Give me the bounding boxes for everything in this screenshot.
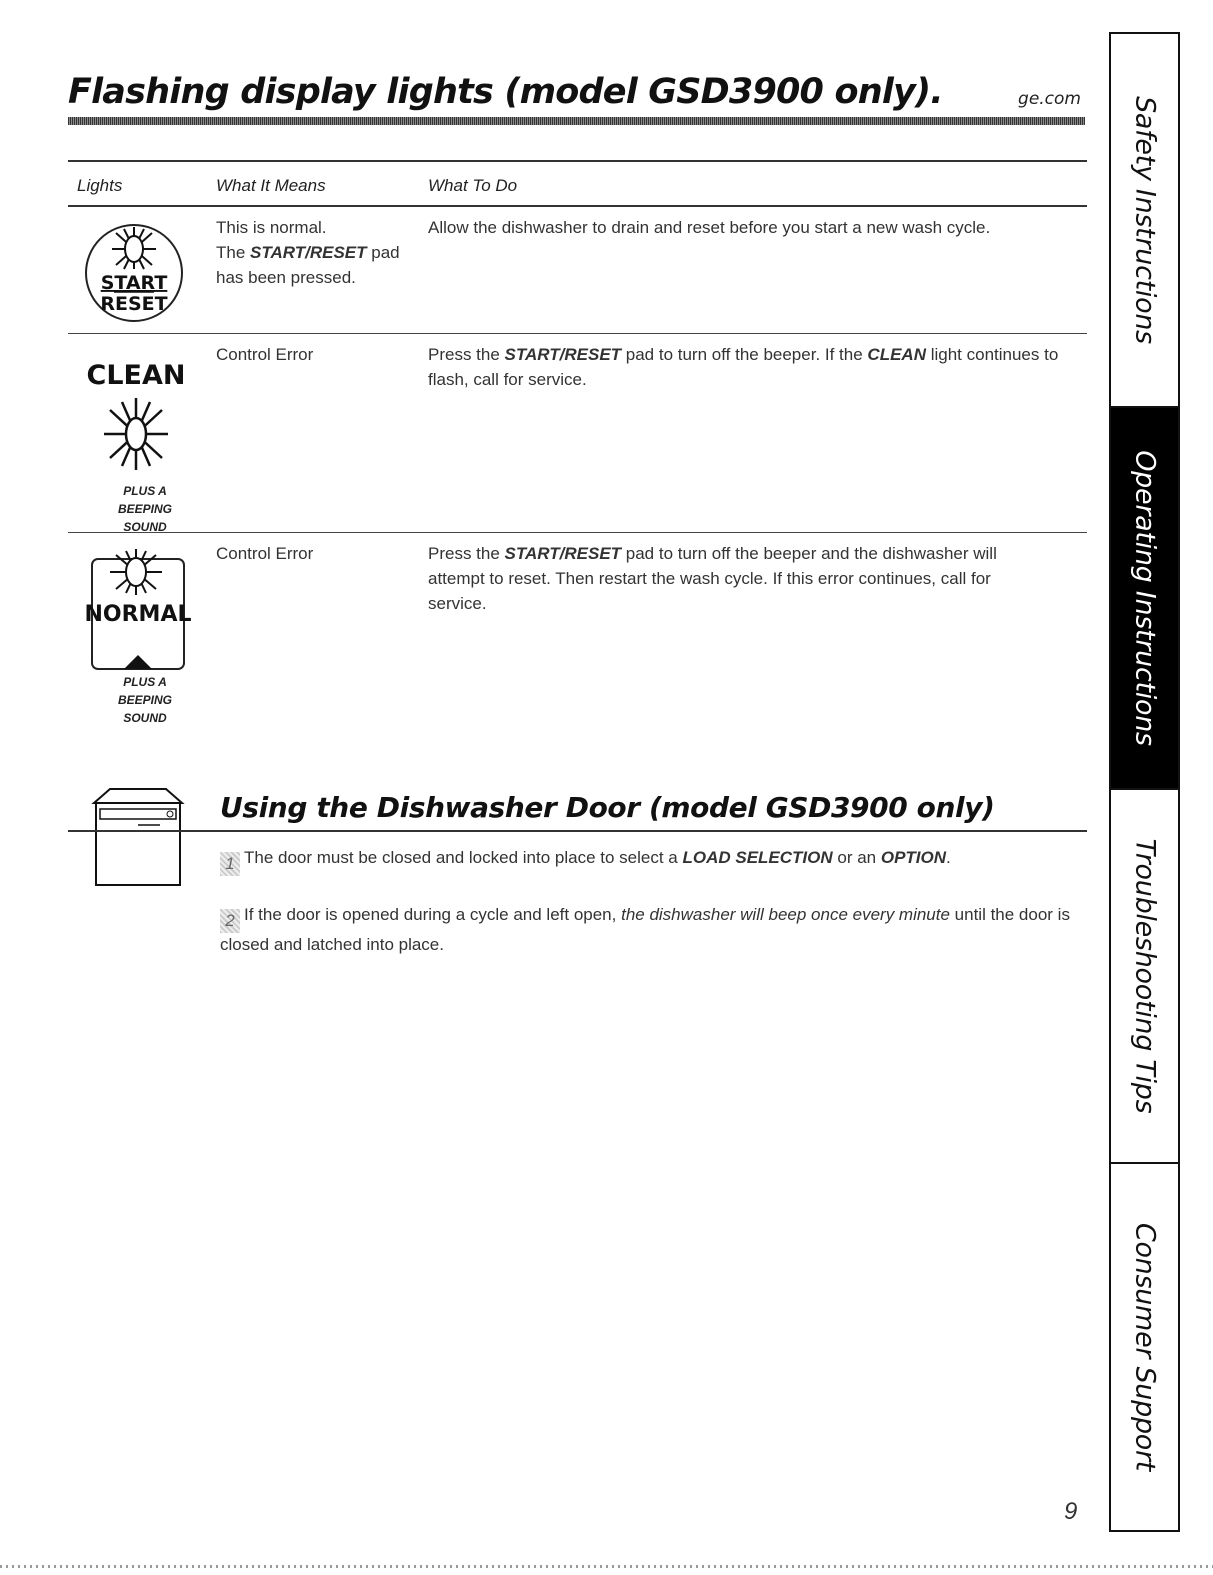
start-reset-term: START/RESET	[250, 243, 367, 262]
action-text: Allow the dishwasher to drain and reset before you start a new wash cycle.	[428, 218, 991, 237]
reset-label: RESET	[100, 293, 168, 315]
step-number-badge: 1	[220, 852, 240, 876]
clean-label: CLEAN	[86, 360, 186, 391]
table-header	[68, 160, 1087, 207]
column-header-means: What It Means	[216, 176, 326, 195]
flashing-lights-table	[68, 160, 1087, 763]
action-text-part: Press the	[428, 544, 505, 563]
meaning-line	[216, 240, 421, 265]
row-action	[428, 342, 1068, 392]
beeping-note	[100, 482, 190, 536]
tab-safety-instructions[interactable]	[1111, 34, 1178, 408]
page-title: Flashing display lights (model GSD3900 only).	[68, 72, 943, 112]
meaning-text: pad	[366, 243, 400, 262]
beep-line: PLUS A	[123, 484, 167, 498]
action-text	[428, 541, 1028, 616]
row-action	[428, 215, 1068, 240]
tab-label: Troubleshooting Tips	[1129, 838, 1160, 1114]
action-text-part: light continues to flash, call for service.	[428, 345, 1059, 389]
tab-label: Operating Instructions	[1129, 450, 1160, 746]
action-text	[428, 342, 1068, 392]
table-row	[68, 207, 1087, 334]
title-rule	[68, 117, 1085, 125]
page-number: 9	[1064, 1498, 1078, 1525]
start-reset-light-icon	[74, 213, 194, 325]
table-row	[68, 334, 1087, 533]
page-edge-dots	[0, 1565, 1213, 1568]
step-number-badge: 2	[220, 909, 240, 933]
column-header-todo: What To Do	[428, 176, 518, 195]
meaning-text: Control Error	[216, 345, 314, 364]
site-link[interactable]: ge.com	[1018, 89, 1081, 109]
row-meaning	[216, 215, 421, 290]
section-rule	[68, 830, 1087, 832]
section-sidebar	[1109, 32, 1180, 1532]
table-row	[68, 533, 1087, 763]
row-meaning	[216, 541, 421, 566]
beeping-note	[100, 673, 190, 727]
beep-note-text: the dishwasher will beep once every minute	[621, 905, 950, 924]
tab-label: Safety Instructions	[1129, 96, 1160, 344]
meaning-text: Control Error	[216, 544, 314, 563]
start-reset-term: START/RESET	[504, 544, 622, 563]
step-text: .	[946, 848, 951, 867]
meaning-line: has been pressed.	[216, 268, 356, 287]
beep-line: BEEPING	[117, 502, 172, 516]
normal-label: NORMAL	[84, 602, 192, 627]
meaning-text: The	[216, 243, 251, 262]
load-selection-term: LOAD SELECTION	[682, 848, 833, 867]
action-text-part: pad to turn off the beeper. If the	[621, 345, 868, 364]
action-text-part: Press the	[428, 345, 505, 364]
action-text-part: pad to turn off the beeper and the dishwasher will attempt to reset. Then restart the wash cycle. If this error continues, call for service.	[428, 544, 997, 613]
tab-consumer-support[interactable]	[1111, 1164, 1178, 1530]
meaning-line: This is normal.	[216, 218, 327, 237]
step-text: or an	[832, 848, 881, 867]
option-term: OPTION	[880, 848, 947, 867]
door-section-title: Using the Dishwasher Door (model GSD3900 only)	[220, 791, 995, 824]
normal-light-icon	[74, 539, 204, 679]
dishwasher-door-icon	[88, 785, 188, 889]
beep-line: BEEPING	[117, 693, 172, 707]
tab-troubleshooting-tips[interactable]	[1111, 788, 1178, 1164]
step-text: If the door is opened during a cycle and left open,	[244, 905, 622, 924]
beep-line: SOUND	[123, 520, 167, 534]
start-reset-term: START/RESET	[504, 345, 622, 364]
step-text: The door must be closed and locked into place to select a	[244, 848, 683, 867]
tab-label: Consumer Support	[1129, 1222, 1160, 1472]
column-header-lights: Lights	[77, 176, 123, 195]
tab-operating-instructions[interactable]	[1111, 408, 1178, 788]
row-meaning	[216, 342, 421, 367]
beep-line: SOUND	[123, 711, 167, 725]
row-action	[428, 541, 1028, 616]
clean-light-icon	[74, 340, 204, 480]
step-text: until the door is closed and latched into place.	[220, 905, 1070, 954]
door-step-2	[220, 903, 1080, 957]
door-step-1	[220, 846, 1080, 876]
clean-term: CLEAN	[867, 345, 926, 364]
start-label: START	[100, 272, 168, 294]
beep-line: PLUS A	[123, 675, 167, 689]
